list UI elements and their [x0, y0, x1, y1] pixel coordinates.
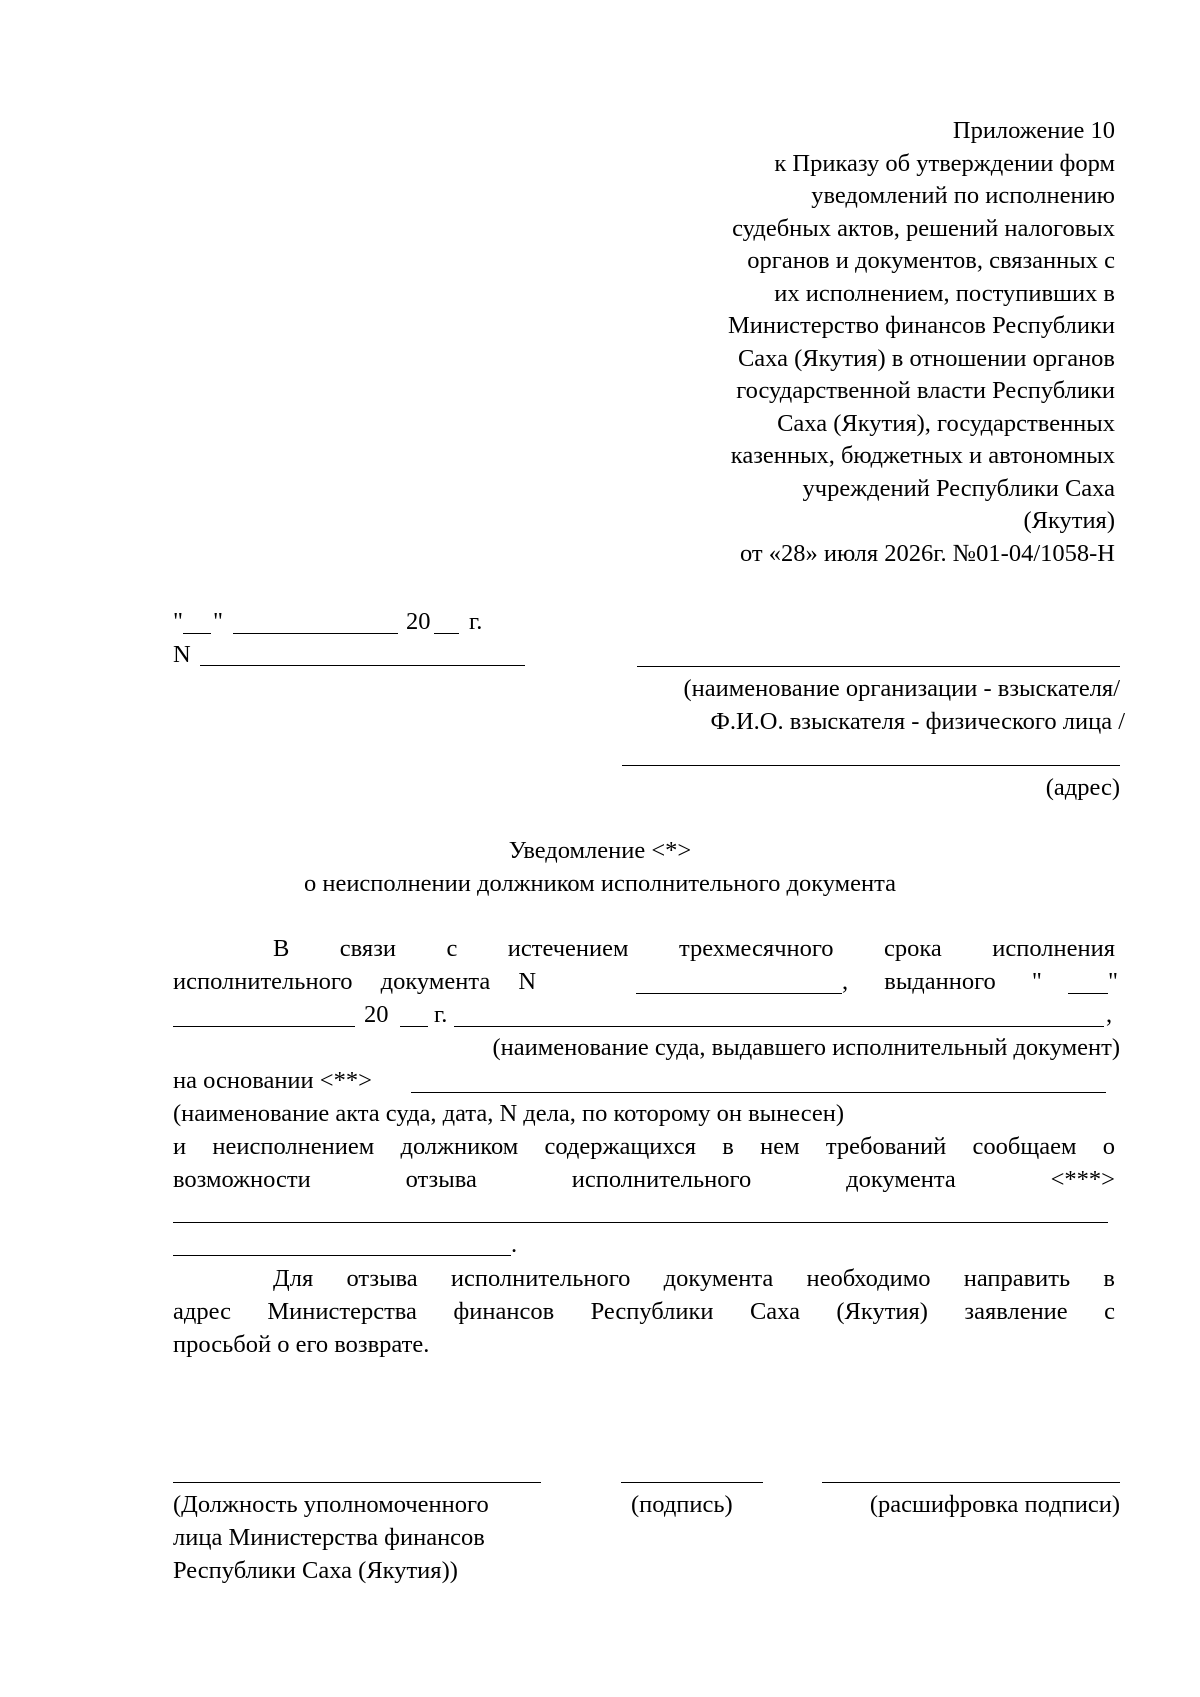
- date-close-quote: ": [213, 608, 224, 635]
- position-caption-line: (Должность уполномоченного: [173, 1491, 489, 1518]
- recipient-caption-1: (наименование организации - взыскателя/: [683, 675, 1120, 702]
- appendix-line: к Приказу об утверждении форм: [774, 149, 1115, 177]
- recipient-caption-2: Ф.И.О. взыскателя - физического лица /: [710, 708, 1125, 735]
- date-year-suffix: г.: [469, 608, 483, 635]
- signature-line[interactable]: [621, 1482, 763, 1483]
- date-open-quote: ": [173, 608, 184, 635]
- number-line[interactable]: [200, 665, 525, 666]
- appendix-line: учреждений Республики Саха: [802, 474, 1115, 502]
- appendix-line: их исполнением, поступивших в: [774, 279, 1115, 307]
- recipient-name-line[interactable]: [637, 666, 1120, 667]
- issued-day-line[interactable]: [1068, 993, 1108, 994]
- doc-number-line[interactable]: [636, 993, 842, 994]
- paragraph-3-line-1: Для отзыва исполнительного документа необходимо направить в: [273, 1265, 1115, 1292]
- issued-year-line[interactable]: [400, 1026, 428, 1027]
- paragraph-2-line-2: возможности отзыва исполнительного документа <***>: [173, 1166, 1115, 1193]
- recall-reason-dot: .: [511, 1231, 518, 1258]
- notice-title: Уведомление <*>: [508, 837, 692, 864]
- appendix-line: Приложение 10: [952, 117, 1115, 144]
- issued-close-quote: ": [1108, 968, 1119, 995]
- basis-label: на основании <**>: [173, 1067, 372, 1094]
- appendix-line: (Якутия): [1023, 507, 1115, 534]
- issued-year-suffix: г.: [434, 1001, 448, 1028]
- recall-reason-line-2[interactable]: [173, 1255, 511, 1256]
- appendix-header: [580, 115, 1115, 570]
- position-caption-line: лица Министерства финансов: [173, 1524, 485, 1551]
- appendix-line: государственной власти Республики: [736, 377, 1115, 404]
- paragraph-3-line-3: просьбой о его возврате.: [173, 1331, 430, 1358]
- number-label: N: [173, 641, 191, 668]
- doc-number-label: исполнительного документа N: [173, 968, 537, 995]
- notice-subtitle: о неисполнении должником исполнительного документа: [303, 870, 897, 897]
- appendix-line: уведомлений по исполнению: [811, 182, 1115, 209]
- recipient-address-line[interactable]: [622, 765, 1120, 766]
- paragraph-1-line-1: В связи с истечением трехмесячного срока исполнения: [273, 935, 1115, 962]
- issued-month-line[interactable]: [173, 1026, 355, 1027]
- appendix-line: органов и документов, связанных с: [747, 247, 1115, 274]
- signature-decode-caption: (расшифровка подписи): [869, 1491, 1120, 1518]
- date-year-line[interactable]: [434, 633, 459, 634]
- recall-reason-line-1[interactable]: [173, 1222, 1108, 1223]
- address-caption: (адрес): [1045, 774, 1120, 801]
- issued-year-prefix: 20: [364, 1001, 389, 1028]
- appendix-line: от «28» июля 2026г. №01-04/1058-Н: [739, 539, 1115, 567]
- appendix-line: Саха (Якутия) в отношении органов: [737, 344, 1115, 372]
- signature-decode-line[interactable]: [822, 1482, 1120, 1483]
- appendix-line: Министерство финансов Республики: [728, 312, 1115, 339]
- court-line-comma: ,: [1106, 1001, 1113, 1028]
- paragraph-2-line-1: и неисполнением должником содержащихся в нем требований сообщаем о: [173, 1133, 1115, 1160]
- signature-caption: (подпись): [631, 1491, 733, 1518]
- appendix-line: судебных актов, решений налоговых: [732, 214, 1115, 242]
- issued-label: , выданного ": [842, 968, 1042, 995]
- court-name-line[interactable]: [454, 1026, 1104, 1027]
- position-caption-line: Республики Саха (Якутия)): [173, 1557, 458, 1584]
- date-year-prefix: 20: [406, 608, 431, 635]
- paragraph-3-line-2: адрес Министерства финансов Республики Саха (Якутия) заявление с: [173, 1298, 1115, 1325]
- position-line[interactable]: [173, 1482, 541, 1483]
- appendix-line: Саха (Якутия), государственных: [777, 409, 1115, 437]
- court-act-line[interactable]: [411, 1092, 1106, 1093]
- date-day-line[interactable]: [183, 633, 211, 634]
- court-caption: (наименование суда, выдавшего исполнительный документ): [492, 1034, 1120, 1061]
- act-caption: (наименование акта суда, дата, N дела, по которому он вынесен): [173, 1100, 845, 1127]
- date-month-line[interactable]: [233, 633, 398, 634]
- appendix-line: казенных, бюджетных и автономных: [730, 442, 1115, 469]
